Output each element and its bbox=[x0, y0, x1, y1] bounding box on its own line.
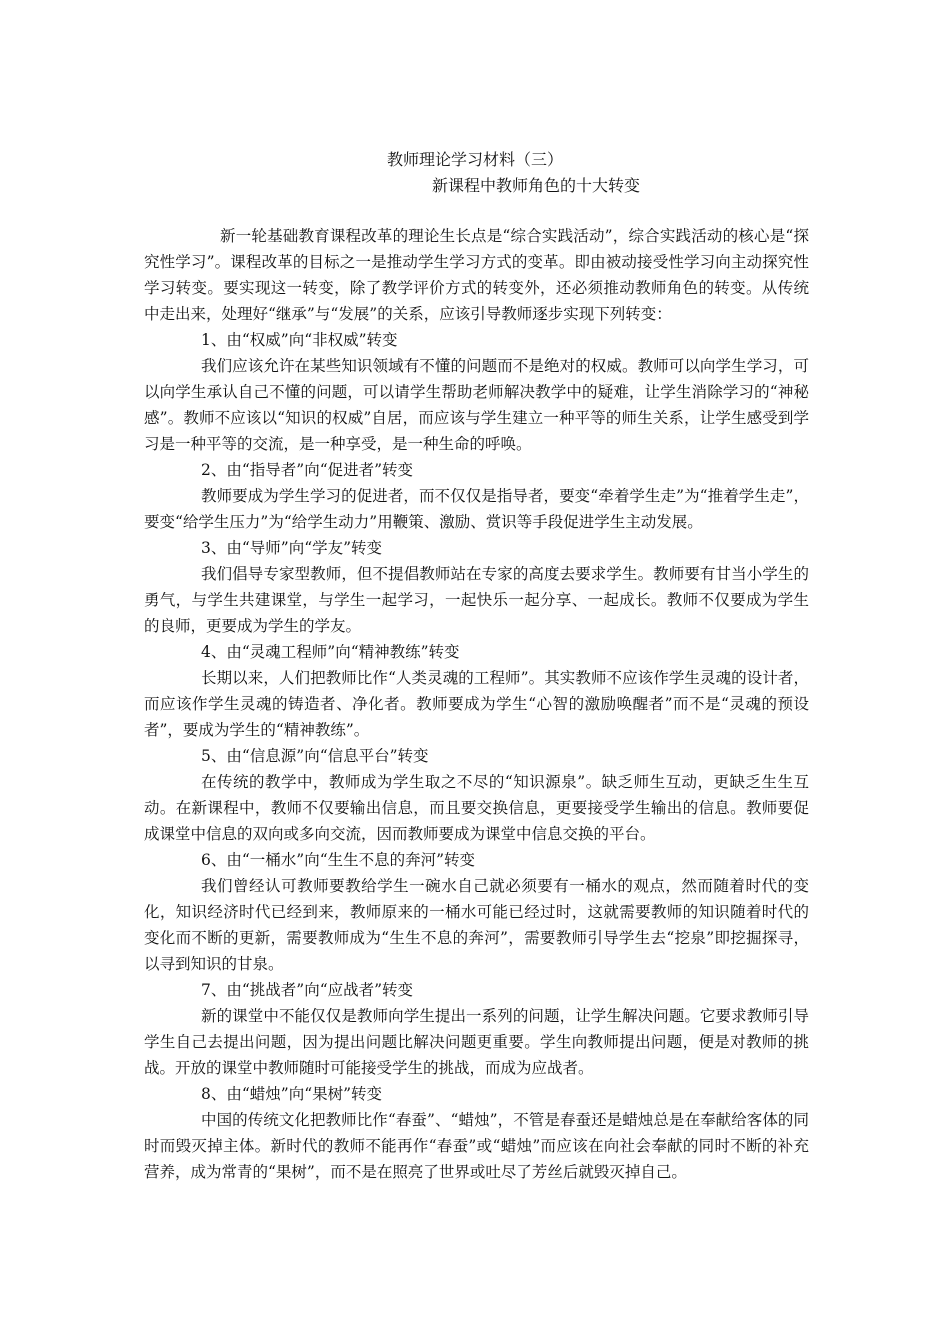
document-title: 教师理论学习材料（三） bbox=[386, 150, 563, 169]
section-heading-6: 6、由“一桶水”向“生生不息的奔河”转变 bbox=[201, 851, 476, 869]
section-heading-7: 7、由“挑战者”向“应战者”转变 bbox=[201, 981, 414, 999]
section-paragraph-1: 我们应该允许在某些知识领域有不懂的问题而不是绝对的权威。教师可以向学生学习，可以向学生承认自己不懂的问题，可以请学生帮助老师解决教学中的疑难，让学生消除学习的“神秘感”。教师不应该以“知识的权威”自居，而应该与学生建立一种平等的师生关系，让学生感受到学习是一种平等的交流，是一种享受，是一种生命的呼唤。 bbox=[144, 357, 809, 453]
section-heading-1: 1、由“权威”向“非权威”转变 bbox=[201, 331, 398, 349]
section-paragraph-2: 教师要成为学生学习的促进者，而不仅仅是指导者，要变“牵着学生走”为“推着学生走”，要变“给学生压力”为“给学生动力”用鞭策、激励、赏识等手段促进学生主动发展。 bbox=[144, 487, 809, 531]
section-paragraph-6: 我们曾经认可教师要教给学生一碗水自己就必须要有一桶水的观点，然而随着时代的变化，知识经济时代已经到来，教师原来的一桶水可能已经过时，这就需要教师的知识随着时代的变化而不断的更新，需要教师成为“生生不息的奔河”，需要教师引导学生去“挖泉”即挖掘探寻，以寻到知识的甘泉。 bbox=[144, 877, 809, 973]
section-paragraph-5: 在传统的教学中，教师成为学生取之不尽的“知识源泉”。缺乏师生互动，更缺乏生生互动。在新课程中，教师不仅要输出信息，而且要交换信息，更要接受学生输出的信息。教师要促成课堂中信息的双向或多向交流，因而教师要成为课堂中信息交换的平台。 bbox=[144, 773, 809, 843]
section-heading-4: 4、由“灵魂工程师”向“精神教练”转变 bbox=[201, 643, 460, 661]
section-paragraph-7: 新的课堂中不能仅仅是教师向学生提出一系列的问题，让学生解决问题。它要求教师引导学生自己去提出问题，因为提出问题比解决问题更重要。学生向教师提出问题，便是对教师的挑战。开放的课堂中教师随时可能接受学生的挑战，而成为应战者。 bbox=[144, 1007, 809, 1077]
section-heading-3: 3、由“导师”向“学友”转变 bbox=[201, 539, 383, 557]
section-paragraph-3: 我们倡导专家型教师，但不提倡教师站在专家的高度去要求学生。教师要有甘当小学生的勇气，与学生共建课堂，与学生一起学习，一起快乐一起分享、一起成长。教师不仅要成为学生的良师，更要成为学生的学友。 bbox=[144, 565, 809, 635]
section-paragraph-8: 中国的传统文化把教师比作“春蚕”、“蜡烛”，不管是春蚕还是蜡烛总是在奉献给客体的同时而毁灭掉主体。新时代的教师不能再作“春蚕”或“蜡烛”而应该在向社会奉献的同时不断的补充营养，成为常青的“果树”，而不是在照亮了世界或吐尽了芳丝后就毁灭掉自己。 bbox=[144, 1111, 809, 1181]
intro-paragraph: 新一轮基础教育课程改革的理论生长点是“综合实践活动”，综合实践活动的核心是“探究性学习”。课程改革的目标之一是推动学生学习方式的变革。即由被动接受性学习向主动探究性学习转变。要实现这一转变，除了教学评价方式的转变外，还必须推动教师角色的转变。从传统中走出来，处理好“继承”与“发展”的关系，应该引导教师逐步实现下列转变： bbox=[144, 227, 809, 323]
section-heading-8: 8、由“蜡烛”向“果树”转变 bbox=[201, 1085, 383, 1103]
document-body bbox=[144, 223, 809, 1185]
document-subtitle: 新课程中教师角色的十大转变 bbox=[432, 176, 641, 195]
section-heading-2: 2、由“指导者”向“促进者”转变 bbox=[201, 461, 414, 479]
section-heading-5: 5、由“信息源”向“信息平台”转变 bbox=[201, 747, 429, 765]
section-paragraph-4: 长期以来，人们把教师比作“人类灵魂的工程师”。其实教师不应该作学生灵魂的设计者，而应该作学生灵魂的铸造者、净化者。教师要成为学生“心智的激励唤醒者”而不是“灵魂的预设者”，要成为学生的“精神教练”。 bbox=[144, 669, 809, 739]
